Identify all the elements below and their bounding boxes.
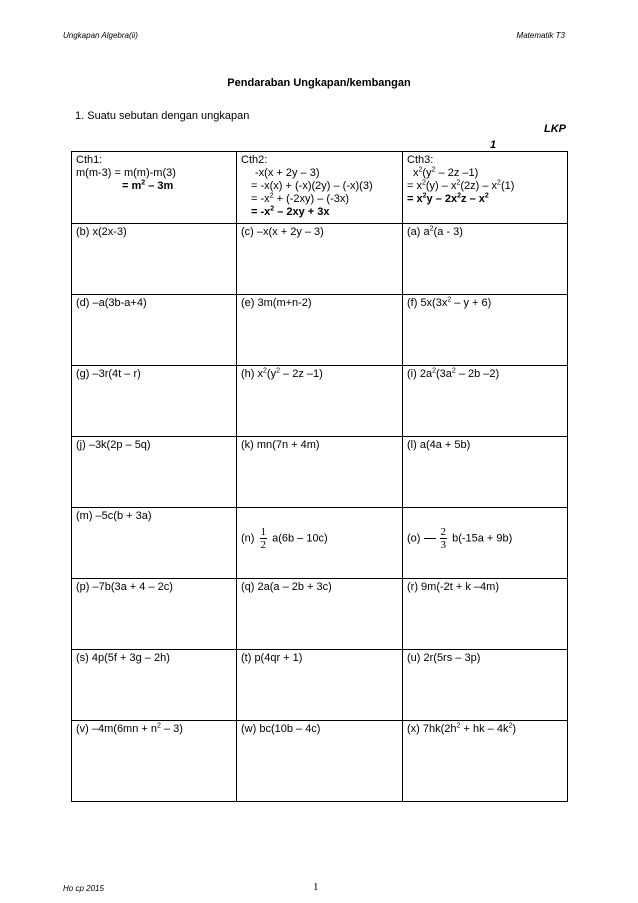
example-label: Cth1: (76, 154, 103, 166)
example-line: = $x^2(y) - x^2(2z) - x^2(1)$ (407, 179, 515, 192)
table-row (72, 295, 568, 366)
table-row (72, 650, 568, 721)
exercise-i: (i) $2a^2(3a^2 - 2b$ –2) (403, 366, 568, 437)
exercise-d: (d) –a(3b-a+4) (72, 295, 237, 366)
exercise-f: (f) $5x(3x^2 - y + 6)$ (403, 295, 568, 366)
minus-sign (424, 538, 436, 539)
example-answer: = $x^2y - 2x^2z - x^2$ (407, 192, 489, 205)
exercise-h: (h) $x^2(y^2 - 2z$ –1) (237, 366, 403, 437)
example-answer: = $m^2 - 3m$ (122, 179, 174, 192)
exercise-j: (j) –3k(2p – 5q) (72, 437, 237, 508)
question-text: 1. Suatu sebutan dengan ungkapan (75, 110, 250, 122)
exercise-a: (a) $a^2(a - 3)$ (403, 224, 568, 295)
table-row (72, 224, 568, 295)
example-line: $x^2(y^2 - 2z$ –1) (413, 166, 479, 179)
exercise-r: (r) 9m(-2t + k –4m) (403, 579, 568, 650)
exercise-x: (x) $7hk(2h^2$ + hk – $4k^2$) (403, 721, 568, 802)
exercise-u: (u) 2r(5rs – 3p) (403, 650, 568, 721)
table-row (72, 437, 568, 508)
exercise-k: (k) mn(7n + 4m) (237, 437, 403, 508)
exercise-g: (g) –3r(4t – r) (72, 366, 237, 437)
exercise-p: (p) –7b(3a + 4 – 2c) (72, 579, 237, 650)
exercise-o-expr: (o) $\frac{2}{3}$ b(-15a + 9b) (407, 526, 513, 551)
exercise-e: (e) 3m(m+n-2) (237, 295, 403, 366)
exercise-o (403, 508, 568, 579)
exercise-n-expr: (n) $\frac{1}{2}$ a(6b – 10c) (241, 526, 328, 551)
lkp-label: LKP (544, 123, 566, 135)
header-left: Ungkapan Algebra(ii) (63, 31, 138, 40)
exercise-q: (q) 2a(a – 2b + 3c) (237, 579, 403, 650)
example-answer: = $-x^2 - 2xy + 3x$ (251, 205, 330, 218)
table-row (72, 366, 568, 437)
example-cell-1 (72, 152, 237, 224)
example-cell-2 (237, 152, 403, 224)
exercise-m: (m) –5c(b + 3a) (72, 508, 237, 579)
example-line: -x(x + 2y – 3) (255, 167, 320, 179)
footer-left: Ho cp 2015 (63, 884, 104, 893)
example-label: Cth2: (241, 154, 268, 166)
exercise-l: (l) a(4a + 5b) (403, 437, 568, 508)
page-title: Pendaraban Ungkapan/kembangan (227, 77, 411, 89)
table-row (72, 152, 568, 224)
exercise-c: (c) –x(x + 2y – 3) (237, 224, 403, 295)
exercise-t: (t) p(4qr + 1) (237, 650, 403, 721)
example-cell-3 (403, 152, 568, 224)
exercise-table (71, 151, 568, 802)
table-row (72, 508, 568, 579)
exercise-n (237, 508, 403, 579)
example-label: Cth3: (407, 154, 434, 166)
fraction-half: $\frac{1}{2}$ (260, 526, 267, 551)
lkp-number: 1 (490, 139, 497, 151)
exercise-v: (v) $-4m(6mn + n^2 - 3)$ (72, 721, 237, 802)
example-line: m(m-3) = m(m)-m(3) (76, 167, 176, 179)
exercise-b: (b) x(2x-3) (72, 224, 237, 295)
page-number: 1 (313, 881, 319, 893)
exercise-w: (w) bc(10b – 4c) (237, 721, 403, 802)
header-right: Matematik T3 (516, 31, 565, 40)
example-line: = -x(x) + (-x)(2y) – (-x)(3) (251, 180, 373, 192)
table-row (72, 721, 568, 802)
table-row (72, 579, 568, 650)
exercise-s: (s) 4p(5f + 3g – 2h) (72, 650, 237, 721)
fraction-two-thirds: $\frac{2}{3}$ (440, 526, 447, 551)
example-line: = $-x^2 + (-2xy) - (-3x)$ (251, 192, 350, 205)
